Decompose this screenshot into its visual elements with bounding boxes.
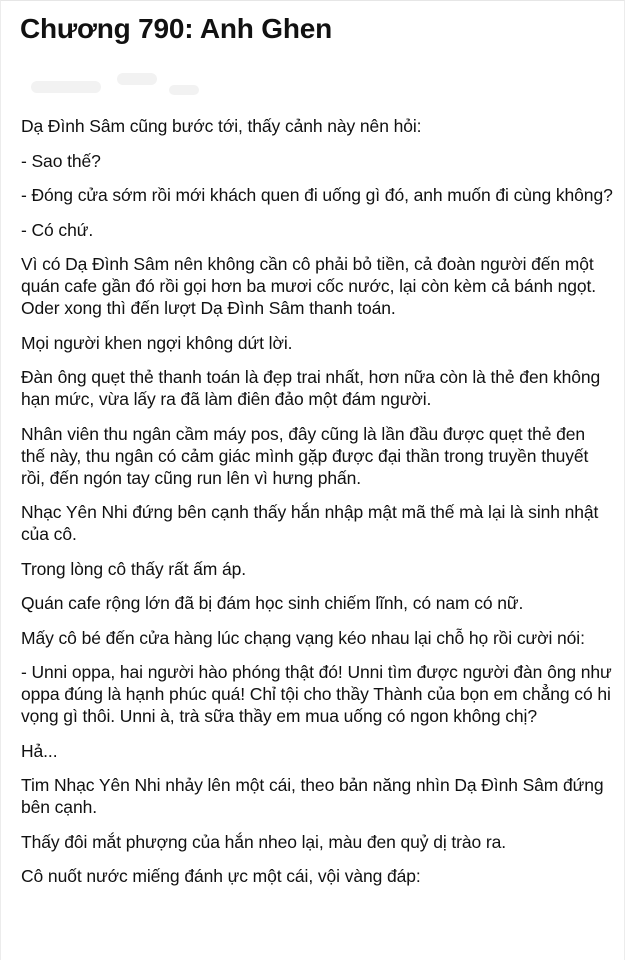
paragraph: Vì có Dạ Đình Sâm nên không cần cô phải bỏ tiền, cả đoàn người đến một quán cafe gần đó rồi gọi hơn ba mươi cốc nước, lại còn kèm cả bánh ngọt. Oder xong thì đến lượt Dạ Đình Sâm thanh toán. — [21, 254, 597, 318]
paragraph: Hả... — [21, 740, 58, 761]
paragraph: - Đóng cửa sớm rồi mới khách quen đi uống gì đó, anh muốn đi cùng không? — [21, 185, 613, 205]
faded-placeholder — [31, 67, 201, 107]
paragraph: Mọi người khen ngợi không dứt lời. — [21, 332, 293, 353]
paragraph: Nhạc Yên Nhi đứng bên cạnh thấy hắn nhập mật mã thế mà lại là sinh nhật của cô. — [21, 502, 599, 544]
chapter-content — [21, 115, 613, 897]
paragraph: - Sao thế? — [21, 150, 101, 171]
paragraph: Cô nuốt nước miếng đánh ực một cái, vội vàng đáp: — [21, 866, 421, 886]
paragraph: Trong lòng cô thấy rất ấm áp. — [21, 558, 247, 579]
paragraph: Tim Nhạc Yên Nhi nhảy lên một cái, theo bản năng nhìn Dạ Đình Sâm đứng bên cạnh. — [21, 775, 604, 817]
paragraph: Nhân viên thu ngân cầm máy pos, đây cũng là lần đầu được quẹt thẻ đen thế này, thu ngân có cảm giác mình gặp được đại thần trong truyền thuyết rồi, đến ngón tay cũng run lên vì hưng phấn. — [21, 423, 589, 488]
paragraph: Quán cafe rộng lớn đã bị đám học sinh chiếm lĩnh, có nam có nữ. — [21, 593, 524, 613]
paragraph: Dạ Đình Sâm cũng bước tới, thấy cảnh này nên hỏi: — [21, 116, 422, 136]
paragraph: - Có chứ. — [21, 219, 94, 240]
paragraph: Đàn ông quẹt thẻ thanh toán là đẹp trai nhất, hơn nữa còn là thẻ đen không hạn mức, vừa lấy ra đã làm điên đảo một đám người. — [21, 367, 601, 409]
chapter-title: Chương 790: Anh Ghen — [20, 13, 333, 44]
paragraph: Mấy cô bé đến cửa hàng lúc chạng vạng kéo nhau lại chỗ họ rồi cười nói: — [21, 627, 585, 648]
paragraph: - Unni oppa, hai người hào phóng thật đó! Unni tìm được người đàn ông như oppa đúng là hạnh phúc quá! Chỉ tội cho thầy Thành của bọn em chẳng có hi vọng gì thôi. Unni à, trà sữa thầy em mua uống có ngon không chị? — [21, 662, 612, 726]
paragraph: Thấy đôi mắt phượng của hắn nheo lại, màu đen quỷ dị trào ra. — [21, 831, 507, 852]
